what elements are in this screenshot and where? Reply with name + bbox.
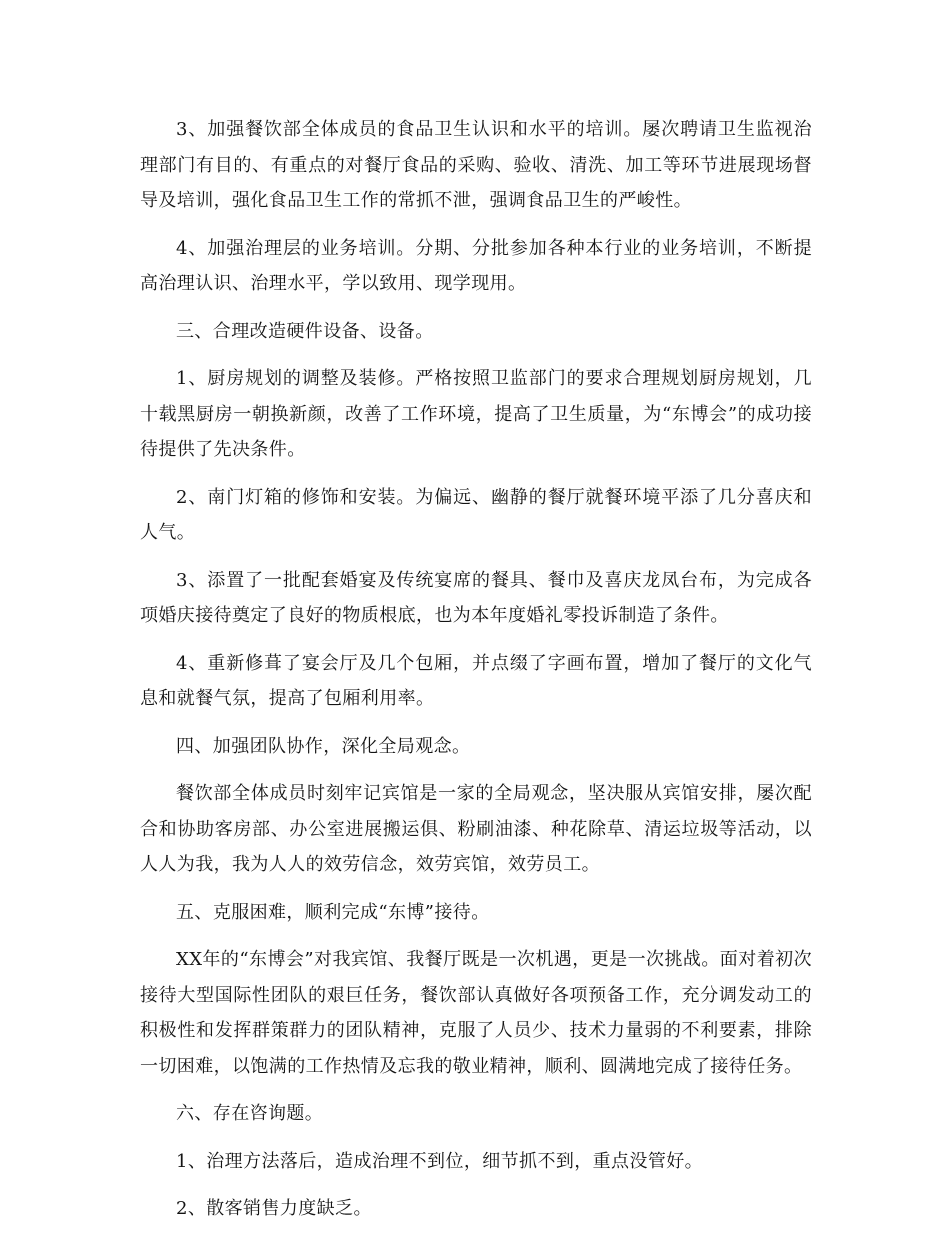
section-heading-hardware: 三、合理改造硬件设备、设备。 [176,320,434,342]
paragraph-food-hygiene-training: 3、加强餐饮部全体成员的食品卫生认识和水平的培训。屡次聘请卫生监视治理部门有目的、有重点的对餐厅食品的采购、验收、清洗、加工等环节进展现场督导及培训，强化食品卫生工作的常抓不泄，强调食品卫生的严峻性。 [140,119,812,211]
paragraph-light-box: 2、南门灯箱的修饰和安装。为偏远、幽静的餐厅就餐环境平添了几分喜庆和人气。 [140,486,812,543]
paragraph-teamwork: 餐饮部全体成员时刻牢记宾馆是一家的全局观念，坚决服从宾馆安排，屡次配合和协助客房部、办公室进展搬运俱、粉刷油漆、种花除草、清运垃圾等活动，以人人为我，我为人人的效劳信念，效劳宾馆，效劳员工。 [140,783,812,875]
paragraph-banquet-hall: 4、重新修葺了宴会厅及几个包厢，并点缀了字画布置，增加了餐厅的文化气息和就餐气氛，提高了包厢利用率。 [140,652,812,709]
section-heading-teamwork: 四、加强团队协作，深化全局观念。 [176,735,471,757]
section-heading-problems: 六、存在咨询题。 [176,1103,324,1124]
paragraph-problem-management: 1、治理方法落后，造成治理不到位，细节抓不到，重点没管好。 [176,1150,704,1172]
paragraph-expo: XX年的“东博会”对我宾馆、我餐厅既是一次机遇，更是一次挑战。面对着初次接待大型国际性团队的艰巨任务，餐饮部认真做好各项预备工作，充分调发动工的积极性和发挥群策群力的团队精神，克服了人员少、技术力量弱的不利要素，排除一切困难，以饱满的工作热情及忘我的敬业精神，顺利、圆满地完成了接待任务。 [140,949,812,1077]
document-body [140,112,812,1239]
paragraph-kitchen-renovation: 1、厨房规划的调整及装修。严格按照卫监部门的要求合理规划厨房规划，几十载黑厨房一朝换新颜，改善了工作环境，提高了卫生质量，为“东博会”的成功接待提供了先决条件。 [140,368,812,460]
paragraph-management-training: 4、加强治理层的业务培训。分期、分批参加各种本行业的业务培训，不断提高治理认识、治理水平，学以致用、现学现用。 [140,237,812,294]
paragraph-problem-sales: 2、散客销售力度缺乏。 [176,1198,372,1219]
section-heading-expo: 五、克服困难，顺利完成“东博”接待。 [176,901,490,923]
paragraph-tableware: 3、添置了一批配套婚宴及传统宴席的餐具、餐巾及喜庆龙凤台布，为完成各项婚庆接待奠定了良好的物质根底，也为本年度婚礼零投诉制造了条件。 [140,569,812,626]
